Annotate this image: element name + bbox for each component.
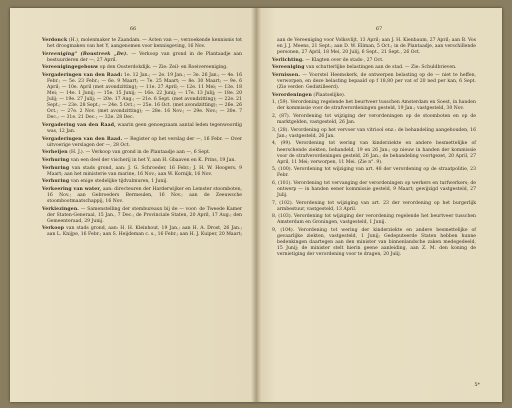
entry-heading: Vergadering van den Raad, <box>42 122 116 128</box>
index-entry <box>42 187 242 205</box>
index-entry <box>272 73 476 91</box>
entry-heading: Verlichting. <box>272 57 304 63</box>
index-entry <box>42 123 242 135</box>
entry-text: aan: directeuren der Harderwijker en Lemster stoomboten, 16 Nov.; aan Gebroeders Bermeulen, 16 Nov.; aan de Zeeuwsche stoombootmaatschappij, 16 Nov. <box>47 186 242 205</box>
index-entry <box>42 226 242 238</box>
entry-text: op den Oosterdokdijk. — Zie: Zeil- en Roeivereeniging. <box>98 65 228 71</box>
index-entry <box>272 228 476 258</box>
index-entry <box>42 158 242 164</box>
index-entry <box>42 179 242 185</box>
index-entry <box>42 73 242 121</box>
entry-heading: Verhuring <box>42 165 70 171</box>
entry-text: van stads grond, aan: H. H. Kleinhout, 19 Jan.; aan H. A. Drost, 26 Jan.; aan L. Knijpe, 16 Febr.; aan S. Heijdeman c. s., 16 Febr.; aan H. J. Kuiper, 20 Maart; <box>47 226 243 238</box>
entry-text: — Samenstelling der stembureaux bij de — voor: de Tweede Kamer der Staten-Generaal, 15 Jan., 7 Dec.; de Provinciale Staten, 20 April, 17 Aug.; den Gemeenteraad, 29 Junij. <box>47 206 242 224</box>
index-entry <box>272 141 476 165</box>
index-entry <box>42 207 242 225</box>
right-page <box>256 8 502 402</box>
index-entry <box>42 52 242 64</box>
index-entry <box>272 128 476 140</box>
entry-text: 8, (103). Verordening tot wijziging der verordening regelende het beurtveer tusschen Amsterdam en Groningen, vastgesteld, 1 Junij. <box>272 214 476 226</box>
index-entry <box>42 65 242 71</box>
index-entry <box>272 93 476 99</box>
index-entry <box>42 150 242 156</box>
index-entry <box>42 137 242 149</box>
index-entry <box>42 166 242 178</box>
entry-heading: Vereenigingegebouw <box>42 65 99 71</box>
entry-text: 6, (101). Verordening tot vervanging der verordeningen op werkers en turfwerkers; de ontwerp — in handen eener kommissie gesteld, 9 Maart; gewijzigd vastgesteld, 27 Julij. <box>272 180 476 199</box>
entry-text: — Verkoop van grond in de Plantaadje aan bestuurderen der —, 27 April. <box>47 51 242 63</box>
left-page <box>10 8 256 402</box>
book-spread <box>10 8 502 402</box>
entry-heading: Vereeniging" (Boustreek „De). <box>42 51 132 57</box>
index-entry <box>272 114 476 126</box>
entry-text: van enige stedelijke tijdvalmuren, 1 Junij. <box>69 179 168 185</box>
entry-text: van een deel der vischerij in het Y, aan H. Gbaaven en K. Prins, 19 Jan. <box>69 158 236 163</box>
entry-text: van stads grond, aan: J. G. Schroeder, 16 Febr.; J. H. W. Hoogers, 9 Maart; aan het ministerie van marine, 16 Nov.; aan W. Kornijk, 16 Nov. <box>47 165 242 177</box>
entry-text: van schutterlijke belastingen aan de stad. — Zie: Schuldbrieven. <box>304 65 457 71</box>
page-number-left: 66 <box>129 26 137 32</box>
index-entry <box>272 100 476 112</box>
entry-text: 5, (100). Verordening tot wijziging van art. 48 der verordening op de straatpolitie, 23 Febr. <box>272 167 476 179</box>
entry-text: — Klagten over de stads-, 27 Oct. <box>303 57 384 63</box>
index-entry <box>272 58 476 64</box>
book-gutter <box>251 8 261 402</box>
entry-text: 1e. 12 Jan.; — 2e. 19 Jan.; — 3e. 26 Jan.; — 4e. 16 Febr.; — 5e. 23 Febr.; — 6e. 9 Maart; — 7e. 25 Maart; — 8e. 30 Maart; — 9e. 6 April; — 10e. April (met avondzitting); — 11e. 27 April; — 12e. 11 Mei; — 13e. 18 Mei; — 14e. 1 Junij; — 15e. 15 Junij; — 16e. 22 Junij; — 17e. 13 Julij; — 18e. 20 Julij; — 19e. 27 Julij; — 20e. 17 Aug.; — 21e. 6 Sept. (met avondzitting); — 22e. 21 Sept.; — 23e. 28 Sept.; — 24e. 5 Oct.; — 25e. 16 Oct. (met avondzitting); — 26e. 26 Oct.; — 27e. 2 Nov. (met avondzitting); — 28e. 16 Nov.; — 29e. Nov.; — 30e. 7 Dec.; — 31e. 21 Dec.; — 32e. 28 Dec. <box>47 73 243 121</box>
entry-heading: Verhuring <box>42 158 70 163</box>
index-entry <box>272 181 476 199</box>
index-entry <box>272 201 476 213</box>
entry-text: 9, (104). Verordening tot wering der kinderziekte en andere besmettelijke of gevaarlijke ziekten, vastgesteld, 1 Junij; Gedeputeerde Staten hebben hunne bedenkingen daartegen aan den minister van binnenlandsche zaken medegedeeld, 15 Junij; de minister stelt hierin geene aanleiding, aan Z. M. den koning de vernietiging der verordening voor te dragen, 20 Julij. <box>272 228 476 258</box>
signature-mark: 5* <box>474 382 480 388</box>
entry-text: (H. J.). — Verkoop van grond in de Plantaadje aan —, 6 Sept. <box>67 150 211 156</box>
entry-text: 7, (102). Verordening tot wijziging van art. 23 der verordening op het burgerlijk armbestuur, vastgesteld, 13 April. <box>272 200 476 212</box>
entry-text: 2, (87). Verordening tot wijziging der verordeningen op de stoomboten en op de marktgelden, vastgesteld, 26 Jan. <box>272 114 476 126</box>
entry-heading: Verhuring <box>42 179 70 185</box>
entry-text: 1, (59). Verordening regelende het beurtveer tusschen Amsterdam en Soest, in handen der kommissie voor de strafverordeningen gesteld, 19 Jan.; vastgesteld, 30 Nov. <box>272 100 476 112</box>
entry-text: (H.), molenmaker te Zaandam. — Acten van —, verzoekende kennisnis tot het droogmaken van het Y, aangenomen voor kennisgeving, 16 Nov. <box>47 38 242 50</box>
entry-heading: Vergaderingen van den Raad: <box>42 73 123 79</box>
entry-heading: Vereeniging <box>272 65 305 71</box>
entry-text: — Voorstel Heemskerk, de ontwerpen belasting op de — niet te heffen, verworpen, en deze belasting bepaald op f 18,80 per vat of 20 ned per kan, 6 Sept. (Zie verder: Gedistilleerd). <box>277 73 476 91</box>
right-index-column <box>272 38 476 260</box>
entry-heading: Verordeningen <box>272 92 312 98</box>
index-entry <box>42 38 242 50</box>
entry-text: — Register op het verslag der —, 16 Febr. — Over uitvoerige verslagen der —, 28 Oct. <box>47 136 242 148</box>
entry-heading: Verkeering van water, <box>42 186 102 192</box>
entry-text: (Plaatselijke). <box>311 92 346 98</box>
entry-heading: Verdonck <box>42 38 68 43</box>
entry-text: 4, (99). Verordening tot wering van kinderziekte en andere besmettelijke of heerschende ziekten, behandeld, 19 en 26 Jan.; op nieuw in handen der kommissie voor de strafverordeningen gesteld, 26 Jan.; de behandeling voortgezet, 20 April, 27 April, 11 Mei; verworpen, 11 Mei. (Zie n°. 9). <box>272 141 476 165</box>
entry-text: 3, (28). Verordening op het vervoer van vitriool enz.: de behandeling aangehouden, 16 Jan.; vastgesteld, 26 Jan. <box>272 127 476 139</box>
entry-heading: Verheijen <box>42 150 68 156</box>
entry-text: waarin geen genoegzaam aantal leden tegenwoordig was, 12 Jan. <box>47 122 242 135</box>
entry-heading: Verkoop <box>42 226 65 232</box>
entry-heading: Vergaderingen van den Raad. <box>42 136 123 142</box>
continued-entry: aan de Vereeniging voor Volksvlijt, 13 April; aan J. H. Kienbaum, 27 April; aan B. Vos en J. J. Meens, 21 Sept.; aan D. W. Eliman, 5 Oct.; in de Plantaadje, aan verschillende personen, 27 April, 18 Mei, 20 Julij, 6 Sept., 21 Sept., 26 Oct. <box>277 38 476 56</box>
index-entry <box>272 65 476 71</box>
page-number-right: 67 <box>375 26 383 32</box>
index-entry <box>272 214 476 226</box>
left-index-column <box>42 38 242 240</box>
index-entry <box>272 167 476 179</box>
entry-heading: Vernissen. <box>272 73 301 79</box>
entry-heading: Verkiezingen. <box>42 206 80 212</box>
